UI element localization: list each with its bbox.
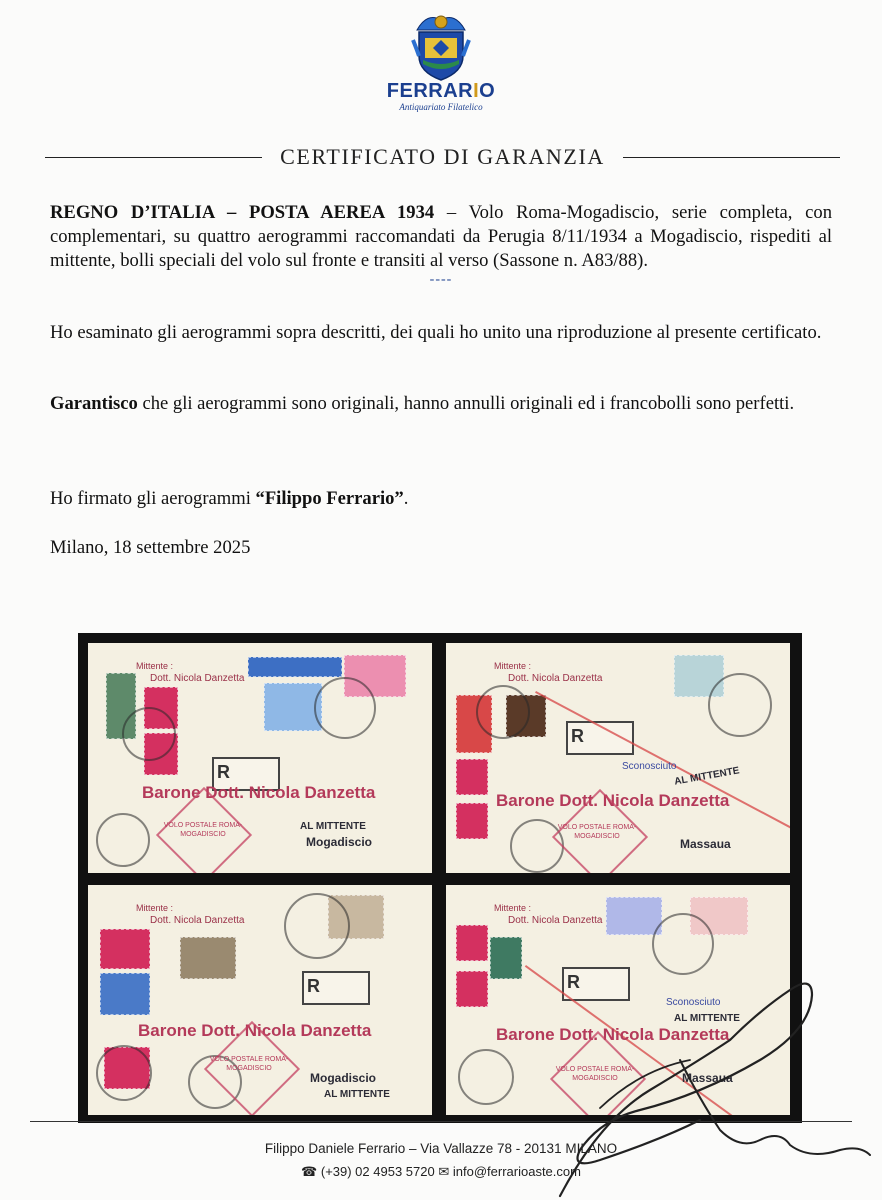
stamp [100,929,150,969]
postmark [314,677,376,739]
sender-name: Dott. Nicola Danzetta [150,915,245,926]
destination: Mogadiscio [310,1071,377,1085]
return-note: AL MITTENTE [673,765,741,788]
destination: Massaua [682,1071,733,1085]
postmark [96,1045,152,1101]
cover-4 [446,885,790,1115]
registration-label: R [562,967,630,1001]
guarantee-statement: Garantisco che gli aerogrammi sono originali, hanno annulli originali ed i francobolli sono perfetti. [50,393,795,414]
place-date: Milano, 18 settembre 2025 [50,537,251,558]
sender-name: Dott. Nicola Danzetta [508,673,603,684]
postmark [96,813,150,867]
footer-address-line [0,1141,882,1156]
cover-2 [446,643,790,873]
destination: Massaua [680,837,731,851]
registration-label: R [212,757,280,791]
registration-label: R [302,971,370,1005]
cover-1 [88,643,432,873]
addressee: Barone Dott. Nicola Danzetta [138,1021,372,1040]
return-note: AL MITTENTE [674,1013,740,1024]
sender-label: Mittente : [136,661,174,671]
postmark [122,707,176,761]
stamp [456,971,488,1007]
destination: Mogadiscio [306,835,373,849]
brand-tagline: Antiquariato Filatelico [399,102,483,112]
stamp [606,897,662,935]
stamp [248,657,342,677]
stamp [456,803,488,839]
unknown-note: Sconosciuto [622,761,677,772]
flight-mark-text: VOLO POSTALE ROMA-MOGADISCIO [557,824,637,840]
footer-email[interactable]: info@ferrarioaste.com [452,1164,581,1179]
flight-mark-text: VOLO POSTALE ROMA-MOGADISCIO [209,1056,289,1072]
covers-photo [78,633,802,1123]
title-rule-right [623,157,840,158]
signature-statement: Ho firmato gli aerogrammi “Filippo Ferrario”. [50,488,409,509]
postmark [476,685,530,739]
envelope-icon: ✉ [438,1164,450,1179]
footer-rule [30,1121,852,1122]
certificate-title: CERTIFICATO DI GARANZIA [280,144,605,169]
registration-label: R [566,721,634,755]
addressee: Barone Dott. Nicola Danzetta [142,783,376,802]
footer-phone: (+39) 02 4953 5720 [320,1164,435,1179]
return-note: AL MITTENTE [300,821,366,832]
sender-label: Mittente : [494,661,532,671]
stamp [490,937,522,979]
postmark [708,673,772,737]
separator: ---- [429,272,453,287]
letterhead [0,10,882,112]
footer-name: Filippo Daniele Ferrario [264,1141,406,1156]
certificate-title-row [45,142,840,172]
phone-icon: ☎ [301,1164,318,1179]
sender-name: Dott. Nicola Danzetta [150,673,245,684]
addressee: Barone Dott. Nicola Danzetta [496,791,730,810]
stamp [180,937,236,979]
cover-3 [88,885,432,1115]
brand-name: FERRARIO [386,80,496,102]
stamp [456,759,488,795]
sender-label: Mittente : [494,903,532,913]
sender-name: Dott. Nicola Danzetta [508,915,603,926]
title-rule-left [45,157,262,158]
postmark [652,913,714,975]
flight-mark-text: VOLO POSTALE ROMA-MOGADISCIO [163,822,243,838]
postmark [458,1049,514,1105]
crest-logo [411,10,471,82]
item-description: REGNO D’ITALIA – POSTA AEREA 1934 – Volo Roma-Mogadiscio, serie completa, con complementari, su quattro aerogrammi raccomandati da Perugia 8/11/1934 a Mogadiscio, rispediti al mittente, bolli speciali del volo sul fronte e transiti al verso (Sassone n. A83/88). [50,202,832,271]
footer [0,1141,882,1180]
footer-address: – Via Vallazze 78 - 20131 MILANO [405,1141,618,1156]
postmark [284,893,350,959]
addressee: Barone Dott. Nicola Danzetta [496,1025,730,1044]
sender-label: Mittente : [136,903,174,913]
return-note: AL MITTENTE [324,1089,390,1100]
footer-contact-line [0,1164,882,1180]
stamp [456,925,488,961]
unknown-note: Sconosciuto [666,997,721,1008]
flight-mark-text: VOLO POSTALE ROMA-MOGADISCIO [555,1066,635,1082]
examination-statement: Ho esaminato gli aerogrammi sopra descritti, dei quali ho unito una riproduzione al presente certificato. [50,322,822,343]
stamp [100,973,150,1015]
